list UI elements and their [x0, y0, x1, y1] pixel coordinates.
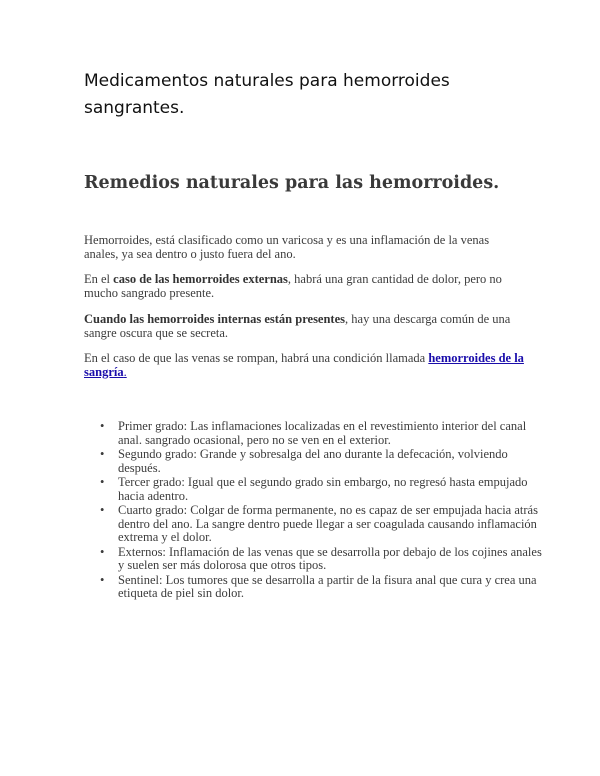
paragraph-internal-bold: Cuando las hemorroides internas están presentes — [84, 312, 346, 326]
hemorrhoid-types-list — [84, 420, 550, 602]
list-item — [100, 447, 550, 475]
paragraph-internal-suffix: , hay una descarga común de una sangre oscura que se secreta. — [84, 312, 511, 340]
list-item — [100, 572, 550, 601]
bullet-icon: • — [100, 572, 105, 587]
paragraph-bleeding — [84, 352, 524, 379]
paragraph-external-suffix: , habrá una gran cantidad de dolor, pero no mucho sangrado presente. — [84, 272, 502, 300]
list-item-text: Sentinel: Los tumores que se desarrolla a partir de la fisura anal que cura y crea una etiqueta de piel sin dolor. — [118, 572, 537, 600]
paragraph-definition: Hemorroides, está clasificado como un varicosa y es una inflamación de la venas anales, ya sea dentro o justo fuera del ano. — [84, 233, 490, 261]
bullet-icon: • — [100, 419, 105, 433]
list-item — [100, 544, 550, 573]
paragraph-external-prefix: En el — [84, 272, 114, 286]
bleeding-hemorrhoids-link[interactable]: hemorroides de la sangría — [84, 351, 524, 379]
list-item — [100, 419, 550, 447]
paragraph-internal — [84, 313, 524, 340]
list-item-text: Segundo grado: Grande y sobresalga del ano durante la defecación, volviendo después. — [118, 447, 508, 475]
list-item-text: Primer grado: Las inflamaciones localizadas en el revestimiento interior del canal anal. sangrado ocasional, pero no se ven en el exterior. — [118, 419, 527, 447]
paragraph-external — [84, 273, 524, 300]
bullet-icon: • — [100, 503, 105, 517]
document-title: Medicamentos naturales para hemorroides sangrantes. — [84, 71, 450, 118]
section-heading: Remedios naturales para las hemorroides. — [84, 173, 500, 193]
bullet-icon: • — [100, 544, 105, 559]
list-item-text: Tercer grado: Igual que el segundo grado sin embargo, no regresó hasta empujado hacia adentro. — [118, 475, 528, 503]
bullet-icon: • — [100, 447, 105, 461]
list-item-text: Externos: Inflamación de las venas que se desarrolla por debajo de los cojines anales y suelen ser más dolorosa que otros tipos. — [118, 544, 542, 572]
paragraph-bleeding-prefix: En el caso de que las venas se rompan, habrá una condición llamada — [84, 351, 429, 365]
list-item-text: Cuarto grado: Colgar de forma permanente, no es capaz de ser empujada hacia atrás dentro del ano. La sangre dentro puede llegar a ser coagulada causando inflamación extrema y el dolor. — [118, 503, 538, 544]
list-item — [100, 475, 550, 503]
paragraph-bleeding-suffix: . — [123, 364, 127, 379]
list-item — [100, 503, 550, 545]
bullet-icon: • — [100, 475, 105, 489]
paragraph-external-bold: caso de las hemorroides externas — [113, 272, 288, 286]
